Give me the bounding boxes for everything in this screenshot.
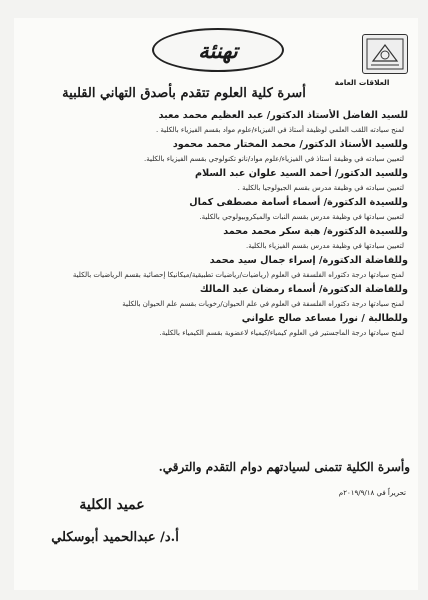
honoree-reason: لتعيين سيادته في وظيفة مدرس بقسم الجيولوجيا بالكلية . [237,184,404,192]
dean-title: عميد الكلية [79,497,145,513]
honorees-list [14,108,412,340]
honoree-name: وللسيد الأستاذ الدكتور/ محمد المختار محمد محمود [172,139,408,150]
honoree-name: وللفاضلة الدكتورة/ إسراء جمال سيد محمد [209,255,408,266]
honoree-name: وللفاضلة الدكتورة/ أسماء رمضان عبد المالك [199,284,408,295]
honoree-reason: لمنح سيادتها درجة الماجستير في العلوم كيمياء/كيمياء لاعضوية بقسم الكيمياء بالكلية. [159,329,404,337]
honoree-reason: لتعيين سيادتها في وظيفة مدرس بقسم النبات والميكروبيولوجي بالكلية. [199,213,404,221]
faculty-seal-logo [362,34,408,74]
honoree-name: للسيد الفاضل الأستاذ الدكتور/ عبد العظيم محمد معبد [158,110,408,121]
department-label: العلاقات العامة [334,78,390,87]
honoree-name: وللسيدة الدكتورة/ أسماء أسامة مصطفى كمال [189,197,408,208]
seal-emblem-icon [365,37,405,71]
honoree-name: وللسيدة الدكتورة/ هبة سكر محمد محمد [223,226,408,237]
honoree-name: وللطالبة / نورا مساعد صالح علواني [241,313,408,324]
honoree-reason: لمنح سيادتها درجة دكتوراه الفلسفة في العلوم في علم الحيوان/رخويات بقسم علم الحيوان بالكلية [122,300,404,308]
honoree-reason: لتعيين سيادته في وظيفة أستاذ في الفيزياء/علوم مواد/نانو تكنولوجي بقسم الفيزياء بالكلية. [144,155,404,163]
headline: أسرة كلية العلوم تتقدم بأصدق التهاني القلبية [62,86,306,101]
issue-date: تحريراً في ٢٠١٩/٩/١٨م [338,489,406,497]
congratulations-title-oval [152,28,284,72]
dean-name: أ.د/ عبدالحميد أبوسكلي [51,530,179,545]
honoree-name: وللسيد الدكتور/ أحمد السيد علوان عبد السلام [195,168,408,179]
page-title: تهنئة [198,37,238,63]
honoree-reason: لمنح سيادته اللقب العلمي لوظيفة أستاذ في الفيزياء/علوم مواد بقسم الفيزياء بالكلية . [155,126,404,134]
closing-wish: وأسرة الكلية تتمنى لسيادتهم دوام التقدم والترقي. [158,460,410,474]
honoree-reason: لتعيين سيادتها في وظيفة مدرس بقسم الفيزياء بالكلية. [245,242,404,250]
honoree-reason: لمنح سيادتها درجة دكتوراه الفلسفة في العلوم (رياضيات/رياضيات تطبيقية/ميكانيكا إحصائية بقسم الرياضيات بالكلية [72,271,404,279]
